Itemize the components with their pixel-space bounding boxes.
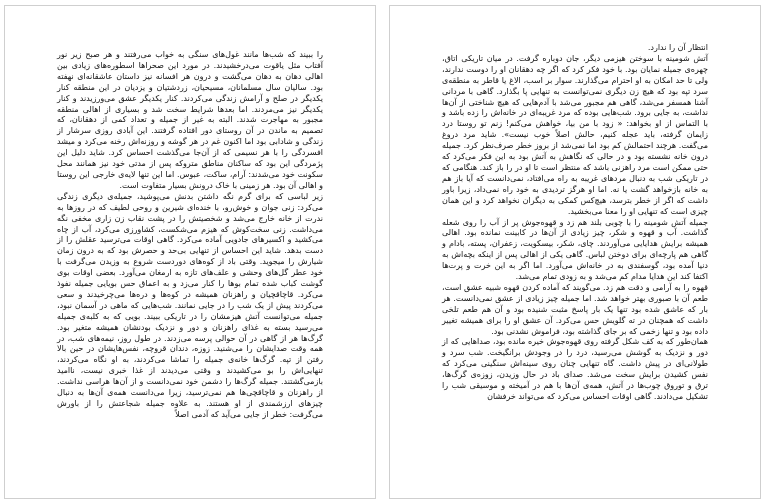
paragraph: قهوه را به آرامی و دقت هم زد. می‌گویند که آماده کردن قهوه شبیه عشق است، طعم آن با صبوری بهتر خواهد شد. اما جمیله چیز زیادی از عشق نمی‌دانست. هر بار که عاشق شده بود تنها یک بار پاسخ مثبت شنیده بود و آن هم طعم تلخی داشت که همچنان در ته گلویش حس می‌کرد. آن عشق او را برای همیشه تغییر داده بود و تنها زخمی که بر جای گذاشته بود، فراموش نشدنی بود.	[442, 282, 708, 336]
paragraph: را ببیند که شب‌ها مانند غول‌های سنگی به خواب می‌رفتند و هر صبح زیر نور آفتاب مثل یاقوت می‌درخشیدند. در مورد این صحرا‌ها اسطوره‌های زیادی بین اهالی دهان به دهان می‌گشت و درون هر افسانه نیز داستان عاشقانه‌ای نهفته بود. سالیان سال مسلمانان، مسیحیان، زردشتیان و یزدیان در این منطقه کنار یکدیگر در صلح و آرامش زندگی می‌کردند. کنار یکدیگر عشق می‌ورزیدند و کنار یکدیگر نیز می‌مردند. اما بعدها شرایط سخت شد و بسیاری از اهالی منطقه مجبور به مهاجرت شدند. البته به غیر از جمیله و تعداد کمی از دهقانان، که تصمیم به ماندن در آن روستای دور افتاده گرفتند. این آبادی روزی سرشار از زندگی و شادابی بود اما اکنون غم در هر گوشه و روزنه‌اش رخنه می‌کرد و میشد افسردگی را با هر نسیمی که از آن‌جا می‌گذشت احساس کرد. شاید دلیل این پژمردگی این بود که ساکنان مناطق متروکه پس از مدتی خود نیز همانند محل سکونت خود می‌شدند: آرام، ساکت، عبوس. اما این تنها لایه‌ی خارجی این روستا و اهالی آن بود. هر زمینی با خاک درونش بسیار متفاوت است.	[57, 50, 323, 190]
page-left-text	[57, 50, 323, 421]
page-right	[389, 5, 761, 499]
paragraph: زیر لباسی که برای گرم نگه داشتن بدنش می‌پوشید، جمیله‌ی دیگری زندگی می‌کرد: زنی جوان و خوش‌رو، با خنده‌ای شیرین و روحی لطیف که در روزها به ندرت از خانه خارج می‌شد و شخصیتش را در پشت نقاب زن زاری مخفی نگه می‌داشت. زنی سخت‌کوش که هیزم می‌شکست، کشاورزی می‌کرد، آب از چاه می‌کشید و اکسیرهای جادویی آماده می‌کرد. گاهی اوقات می‌ترسید عقلش را از دست بدهد. شاید این احساس از تنهایی بی‌حد و حصرش بود که به درون زمان شیارش را میجوید. وقتی باد از کوه‌های دوردست شروع به وزیدن می‌گرفت با خود عطر گل‌های وحشی و علف‌های تازه به ارمغان می‌آورد. بعضی اوقات بوی گوشت کباب شده تمام بوها را کنار می‌زد و به اعماق حس بویایی جمیله نفوذ می‌کرد. قاچاقچیان و راهزنان همیشه در کوه‌ها و دره‌ها می‌چرخیدند و سعی می‌کردند پیش از یک شب را در جایی نمانند. شب‌هایی که ماهی در آسمان نبود، جمیله می‌توانست آتش هیزمشان را در تاریکی ببیند. بویی که به کلبه‌ی جمیله می‌رسید بسته به غذای راهزنان و دور و نزدیک بودنشان همیشه متغیر بود. گرگ‌ها هر از گاهی در آن حوالی پرسه می‌زدند. در طول روز، نیمه‌های شب، در همه وقت صدایشان را می‌شنید. زوزه، دندان قروچه، نفس‌هایشان در حین بالا رفتن از تپه. گرگ‌ها خانه‌ی جمیله را تماشا می‌کردند، به او نگاه می‌کردند، تنهایی‌اش را بو می‌کشیدند و وقتی می‌دیدند از غذا خبری نیست، ناامید بازمی‌گشتند. جمیله گرگ‌ها را دشمن خود نمی‌دانست و از آن‌ها هراسی نداشت. از راهزنان و قاچاقچی‌ها هم نمی‌ترسید، زیرا می‌دانست همه‌ی آن‌ها به دنبال چیزهای ارزشمندی از او هستند. به علاوه جمیله شجاعتش را از باورش می‌گرفت: خطر از جایی می‌آید که آدمی اصلاً	[57, 191, 323, 419]
paragraph: آتش شومینه با سوختن هیزمی دیگر، جان دوباره گرفت. در میان تاریکی اتاق، چهره‌ی جمیله نمایان بود. با خود فکر کرد که اگر چه دهقانان او را دوست ندارند، ولی تا حد امکان به او احترام می‌گذارند. سوار بر اسب، الاغ یا قاطر به منطقه‌ی سرد تپه بود که هیچ زن دیگری نمی‌توانست به تنهایی پا بگذارد. گاهی با مردانی آشنا همسفر می‌شد، گاهی هم مجبور می‌شد با آدم‌هایی که هیچ شناختی از آن‌ها نداشت، به جایی برود. شب‌هایی بوده که مرد غریبه‌ای در خانه‌اش را زده باشد و با التماس از او بخواهد: « زود با من بیا، خواهش می‌کنم! زنم تو روستا درد زایمان گرفته، باید عجله کنیم، حالش اصلاً خوب نیست». شاید مرد دروغ می‌گفت. هرچند احتمالش کم بود اما نمی‌شد از بروز خطر صرف‌نظر کرد. جمیله درون خانه نشسته بود و در حالی که نگاهش به آتش بود به این فکر می‌کرد که حتی ممکن است مرد راهزنی باشد که منتظر است تا او در را باز کند. هنگامی که در تاریکی شب به دنبال مردهای غریبه به راه می‌افتاد، نمی‌دانست که آیا باز هم به خانه بازخواهد گشت یا نه. اما او هرگز تردیدی به خود راه نمی‌داد، زیرا باور داشت که اگر از خطر بترسد، هیچ‌کس کمکی به دیگران نخواهد کرد و این همان چیزی است که تنهایی او را معنا می‌بخشید.	[442, 53, 708, 216]
paragraph: جمیله آتش شومینه را با چوبی بلند هم زد و قهوه‌جوش پر از آب را روی شعله گذاشت. آب و قهوه و شکر، چیز زیادی از آن‌ها در کابینت نمانده بود. اهالی همیشه برایش هدایایی می‌آوردند. چای، شکر، بیسکویت، زعفران، پسته، بادام و گاهی هم پارچه‌ای برای دوختن لباس. گاهی یکی از اهالی پس از اینکه بچه‌اش به دنیا آمده بود، گوسفندی به در خانه‌اش می‌آورد. اما اگر به این خرت و پرت‌ها اکتفا کند این هدایا مدام کم می‌شد و به زودی تمام می‌شد.	[442, 217, 708, 282]
page-left	[4, 5, 376, 499]
page-right-text	[442, 43, 708, 403]
paragraph: انتظار آن را ندارد.	[647, 43, 708, 52]
paragraph: همان‌طور که به کف شکل گرفته روی قهوه‌جوش خیره مانده بود، صدا‌هایی که از دور و نزدیک به گوشش می‌رسید، درد را در وجودش برانگیخت. شب سرد و طولانی‌ای در پیش داشت. گاه تنهایی چنان روی سینه‌اش سنگینی می‌کرد که نفس کشیدن برایش سخت می‌شد. صدای باد در حال وزیدن، زوزه‌ی گرگ‌ها، ترق و توروق چوب‌ها در آتش، همه‌ی آن‌ها با هم در آمیخته و موسیقی شب را تشکیل می‌دادند. گاهی اوقات احساس می‌کرد که می‌تواند خرفشان	[442, 337, 708, 401]
